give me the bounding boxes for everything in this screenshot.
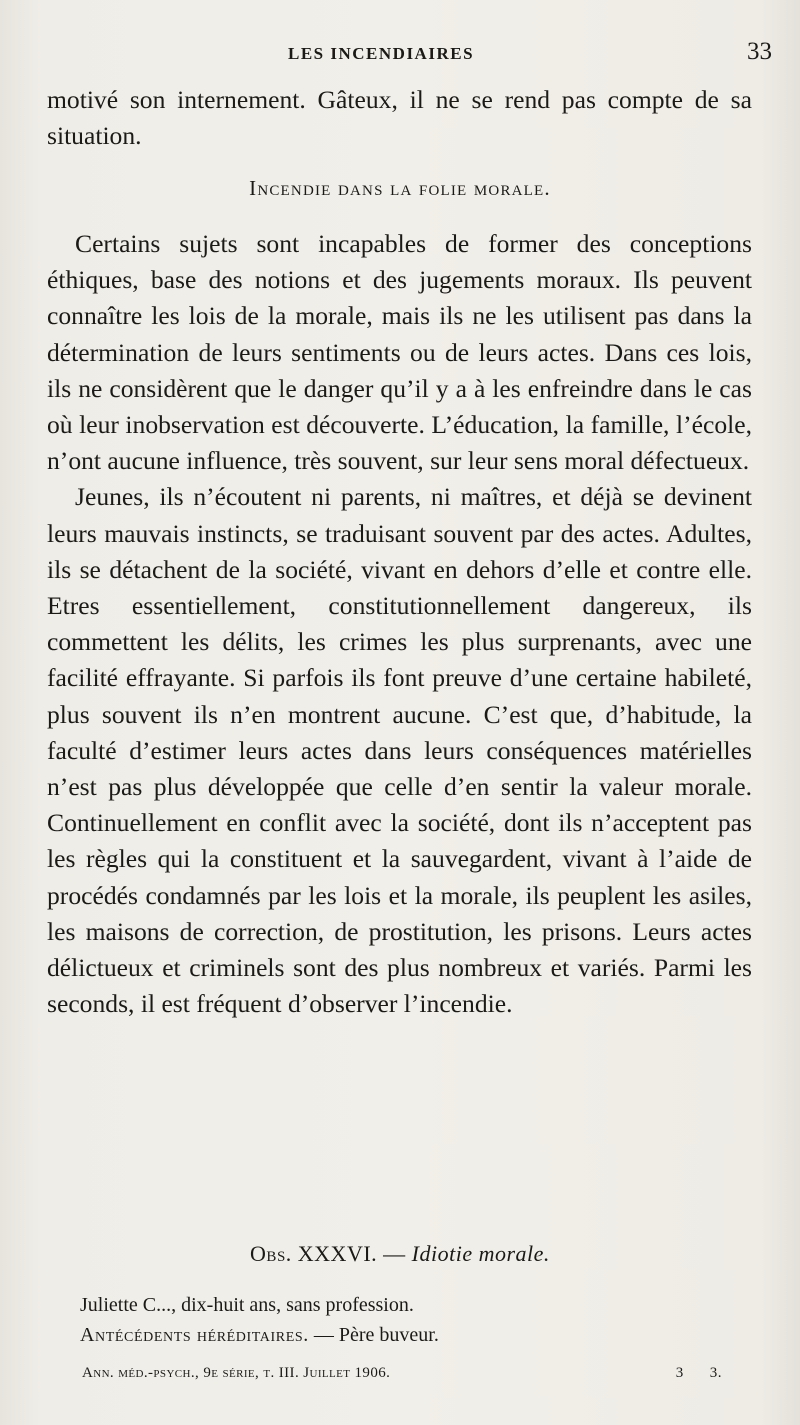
page-number: 33 [747,38,772,65]
section-body [47,226,752,1022]
journal-reference: Ann. méd.-psych., 9e série, t. III. Juillet 1906. [82,1365,391,1381]
signature-marks [650,1365,722,1382]
observation-heading [0,1241,800,1267]
section-paragraph-1: Certains sujets sont incapables de former des conceptions éthiques, base des notions et des jugements moraux. Ils peuvent connaître les lois de la morale, mais ils ne les utilisent pas dans la détermination de leurs sentiments ou de leurs actes. Dans ces lois, ils ne considèrent que le danger qu’il y a à les enfreindre dans le cas où leur inobservation est découverte. L’éducation, la famille, l’école, n’ont aucune influence, très souvent, sur leur sens moral défectueux. [47,229,752,476]
signature-mark-1: 3 [675,1365,684,1381]
observation-dash: — [377,1241,412,1266]
section-paragraph-2: Jeunes, ils n’écoutent ni parents, ni maîtres, et déjà se devinent leurs mauvais instincts, se traduisant souvent par des actes. Adultes, ils se détachent de la société, vivant en dehors d’elle et contre elle. Etres essentiellement, constitutionnellement dangereux, ils commettent les délits, les crimes les plus surprenants, avec une facilité effrayante. Si parfois ils font preuve d’une certaine habileté, plus souvent ils n’en montrent aucune. C’est que, d’habitude, la faculté d’estimer leurs actes dans leurs conséquences matérielles n’est pas plus développée que celle d’en sentir la valeur morale. Continuellement en conflit avec la société, dont ils n’acceptent pas les règles qui la constituent et la sauvegardent, vivant à l’aide de procédés condamnés par les lois et la morale, ils peuplent les asiles, les maisons de correction, de prostitution, les prisons. Leurs actes délictueux et criminels sont des plus nombreux et variés. Parmi les seconds, il est fréquent d’observer l’incendie. [47,482,752,1019]
case-heredity-line [80,1320,760,1350]
running-header [0,38,800,68]
intro-continuation [47,82,752,154]
heredity-heading: Antécédents héréditaires. [80,1324,309,1346]
running-title: LES INCENDIAIRES [288,44,475,63]
section-heading: Incendie dans la folie morale. [249,176,551,200]
intro-paragraph: motivé son internement. Gâteux, il ne se rend pas compte de sa situation. [47,85,752,151]
page-footer [82,1365,722,1389]
observation-title: Idiotie morale. [411,1241,550,1266]
case-summary [80,1290,760,1350]
observation-label: Obs. XXXVI. [250,1241,378,1266]
signature-mark-2: 3. [709,1365,722,1381]
heredity-text: — Père buveur. [308,1324,439,1346]
case-identity-line: Juliette C..., dix-huit ans, sans profession. [80,1294,414,1316]
